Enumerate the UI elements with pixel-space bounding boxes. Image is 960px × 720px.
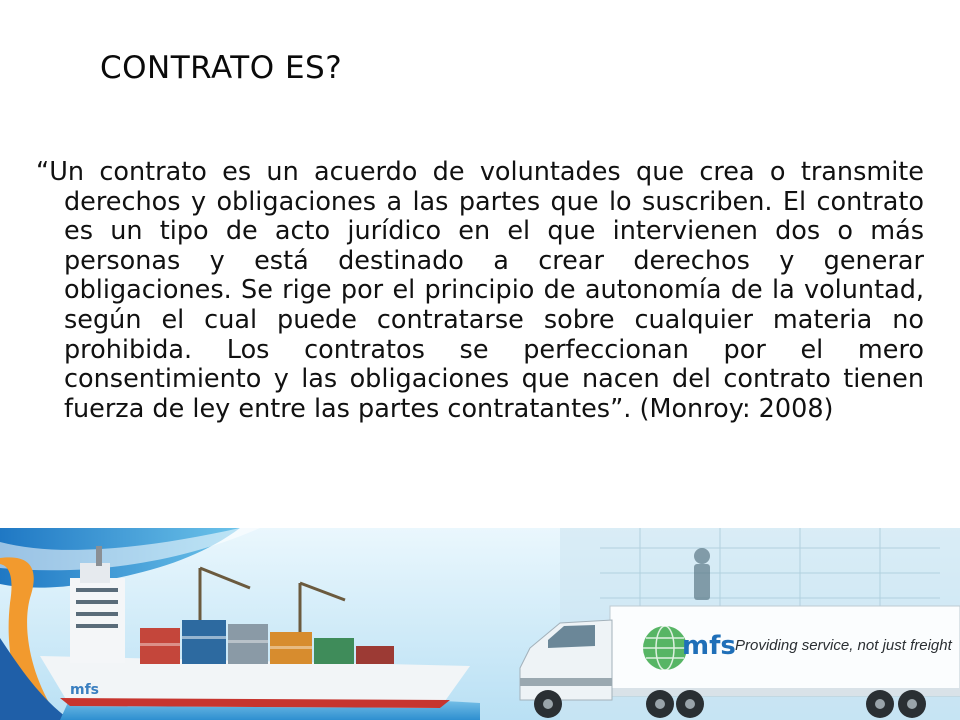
slide-title: CONTRATO ES?	[100, 50, 343, 86]
truck-slogan-text: Providing service, not just freight	[735, 637, 952, 654]
footer-banner-image	[0, 528, 960, 720]
svg-text:mfs: mfs	[70, 682, 100, 698]
slide-body-text: “Un contrato es un acuerdo de voluntades que crea o transmite derechos y obligaciones a las partes que lo suscriben. El contrato es un tipo de acto jurídico en el que intervienen dos o más personas y está destinado a crear derechos y generar obligaciones. Se rige por el principio de autonomía de la voluntad, según el cual puede contratarse sobre cualquier materia no prohibida. Los contratos se perfeccionan por el mero consentimiento y las obligaciones que nacen del contrato tienen fuerza de ley entre las partes contratantes”. (Monroy: 2008)	[36, 157, 924, 424]
truck-logo-text: mfs	[682, 631, 736, 661]
